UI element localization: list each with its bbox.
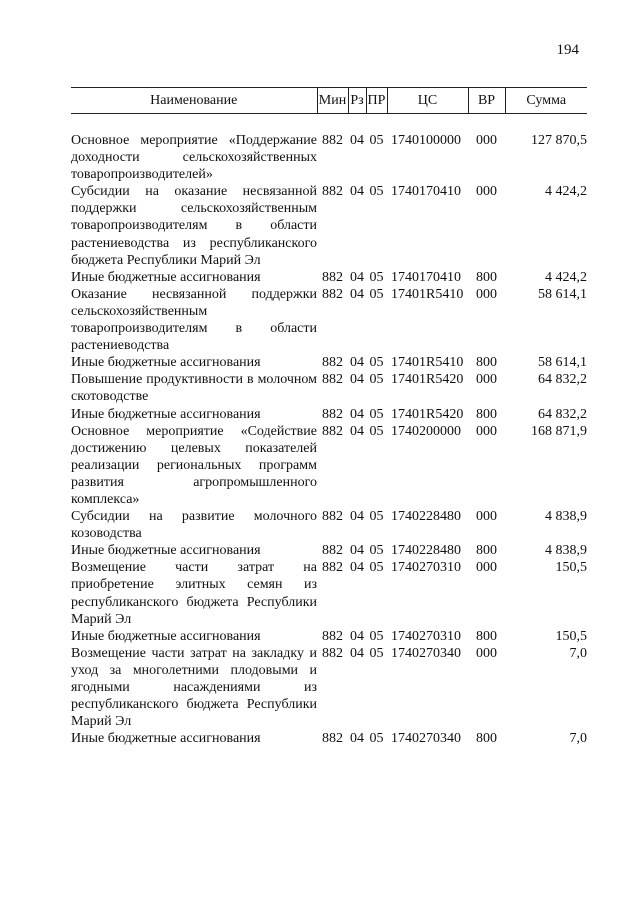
cell-min: 882 <box>322 269 343 285</box>
cell-sum: 58 614,1 <box>538 286 587 302</box>
cell-vr: 000 <box>476 560 497 576</box>
cell-cs: 1740270310 <box>391 560 461 576</box>
table-row <box>71 286 587 354</box>
cell-pr: 05 <box>369 406 384 422</box>
cell-vr: 800 <box>476 543 497 559</box>
cell-pr: 05 <box>369 423 384 439</box>
table-header <box>71 88 587 114</box>
cell-pr: 05 <box>369 133 384 148</box>
cell-vr: 800 <box>476 406 497 422</box>
cell-sum: 4 838,9 <box>545 543 587 559</box>
cell-vr: 000 <box>476 645 497 661</box>
cell-pr: 05 <box>369 543 384 559</box>
cell-min: 882 <box>322 543 343 559</box>
cell-sum: 150,5 <box>555 628 587 644</box>
cell-pr: 05 <box>369 286 384 302</box>
cell-rz: 04 <box>350 509 364 525</box>
cell-vr: 000 <box>476 372 497 388</box>
cell-min: 882 <box>322 355 343 371</box>
table-row <box>71 508 587 542</box>
cell-sum: 64 832,2 <box>538 406 587 422</box>
cell-rz: 04 <box>350 133 364 148</box>
cell-cs: 17401R5410 <box>391 355 464 371</box>
cell-pr: 05 <box>369 731 384 747</box>
cell-name: Иные бюджетные ассигнования <box>71 269 261 285</box>
cell-cs: 1740270340 <box>391 731 461 747</box>
cell-sum: 7,0 <box>569 645 587 661</box>
header-name: Наименование <box>71 88 317 114</box>
cell-rz: 04 <box>350 184 364 200</box>
cell-cs: 17401R5420 <box>391 372 464 388</box>
cell-min: 882 <box>322 509 343 525</box>
cell-cs: 17401R5420 <box>391 406 464 422</box>
header-min: Мин <box>317 88 348 114</box>
table-row <box>71 183 587 268</box>
cell-name: Иные бюджетные ассигнования <box>71 731 261 747</box>
cell-rz: 04 <box>350 372 364 388</box>
table-row <box>71 645 587 730</box>
cell-vr: 000 <box>476 184 497 200</box>
header-sum: Сумма <box>505 88 587 114</box>
cell-vr: 800 <box>476 269 497 285</box>
cell-name: Возмещение части затрат на приобретение элитных семян из республиканского бюджета Республики Марий Эл <box>71 560 317 627</box>
cell-min: 882 <box>322 423 343 439</box>
cell-pr: 05 <box>369 184 384 200</box>
cell-sum: 168 871,9 <box>531 423 587 439</box>
cell-name: Субсидии на развитие молочного козоводства <box>71 509 317 542</box>
cell-cs: 1740170410 <box>391 184 461 200</box>
cell-sum: 64 832,2 <box>538 372 587 388</box>
cell-rz: 04 <box>350 286 364 302</box>
cell-name: Основное мероприятие «Поддержание доходности сельскохозяйственных товаропроизводителей» <box>71 133 317 183</box>
cell-sum: 58 614,1 <box>538 355 587 371</box>
table-row <box>71 542 587 559</box>
cell-rz: 04 <box>350 645 364 661</box>
cell-rz: 04 <box>350 269 364 285</box>
cell-sum: 4 424,2 <box>545 184 587 200</box>
cell-cs: 1740100000 <box>391 133 461 148</box>
cell-sum: 4 838,9 <box>545 509 587 525</box>
cell-name: Иные бюджетные ассигнования <box>71 355 261 371</box>
cell-min: 882 <box>322 731 343 747</box>
header-rz: Рз <box>348 88 366 114</box>
cell-sum: 150,5 <box>555 560 587 576</box>
cell-rz: 04 <box>350 355 364 371</box>
cell-min: 882 <box>322 133 343 148</box>
budget-table <box>71 87 587 747</box>
cell-min: 882 <box>322 645 343 661</box>
header-cs: ЦС <box>387 88 468 114</box>
table-row <box>71 423 587 508</box>
cell-pr: 05 <box>369 560 384 576</box>
cell-pr: 05 <box>369 628 384 644</box>
cell-vr: 000 <box>476 286 497 302</box>
header-spacer <box>71 114 587 133</box>
cell-pr: 05 <box>369 645 384 661</box>
cell-name: Иные бюджетные ассигнования <box>71 628 261 644</box>
cell-min: 882 <box>322 286 343 302</box>
table-row <box>71 354 587 371</box>
cell-vr: 800 <box>476 731 497 747</box>
cell-cs: 1740170410 <box>391 269 461 285</box>
cell-min: 882 <box>322 560 343 576</box>
table-body <box>71 114 587 748</box>
cell-sum: 7,0 <box>569 731 587 747</box>
cell-rz: 04 <box>350 406 364 422</box>
cell-pr: 05 <box>369 372 384 388</box>
cell-cs: 1740228480 <box>391 543 461 559</box>
cell-cs: 1740270340 <box>391 645 461 661</box>
cell-pr: 05 <box>369 269 384 285</box>
cell-min: 882 <box>322 628 343 644</box>
page-number: 194 <box>556 42 579 58</box>
cell-pr: 05 <box>369 509 384 525</box>
table-row <box>71 371 587 405</box>
cell-rz: 04 <box>350 628 364 644</box>
table-row <box>71 406 587 423</box>
cell-min: 882 <box>322 184 343 200</box>
table-row <box>71 132 587 183</box>
cell-cs: 1740270310 <box>391 628 461 644</box>
cell-name: Повышение продуктивности в молочном скотоводстве <box>71 372 317 405</box>
cell-sum: 4 424,2 <box>545 269 587 285</box>
header-pr: ПР <box>366 88 387 114</box>
table-row <box>71 628 587 645</box>
cell-name: Иные бюджетные ассигнования <box>71 543 261 559</box>
spacer-cell <box>71 114 587 133</box>
cell-rz: 04 <box>350 423 364 439</box>
cell-name: Субсидии на оказание несвязанной поддержки сельскохозяйственным товаропроизводителям в области растениеводства из республиканского бюджета Республики Марий Эл <box>71 184 317 268</box>
cell-name: Оказание несвязанной поддержки сельскохозяйственным товаропроизводителям в области растениеводства <box>71 286 317 354</box>
table-row <box>71 269 587 286</box>
table-row <box>71 559 587 627</box>
cell-pr: 05 <box>369 355 384 371</box>
cell-vr: 000 <box>476 423 497 439</box>
cell-vr: 800 <box>476 628 497 644</box>
cell-vr: 000 <box>476 509 497 525</box>
header-row <box>71 88 587 114</box>
cell-rz: 04 <box>350 560 364 576</box>
table-row <box>71 730 587 747</box>
cell-cs: 1740200000 <box>391 423 461 439</box>
cell-cs: 1740228480 <box>391 509 461 525</box>
cell-vr: 800 <box>476 355 497 371</box>
cell-vr: 000 <box>476 133 497 148</box>
cell-cs: 17401R5410 <box>391 286 464 302</box>
cell-name: Основное мероприятие «Содействие достижению целевых показателей реализации региональных программ развития агропромышленного комплекса» <box>71 423 317 507</box>
cell-rz: 04 <box>350 543 364 559</box>
cell-rz: 04 <box>350 731 364 747</box>
cell-sum: 127 870,5 <box>531 133 587 148</box>
header-vr: ВР <box>468 88 505 114</box>
cell-name: Иные бюджетные ассигнования <box>71 406 261 422</box>
cell-min: 882 <box>322 372 343 388</box>
cell-min: 882 <box>322 406 343 422</box>
cell-name: Возмещение части затрат на закладку и уход за многолетними плодовыми и ягодными насаждениями из республиканского бюджета Республики Марий Эл <box>71 645 317 730</box>
